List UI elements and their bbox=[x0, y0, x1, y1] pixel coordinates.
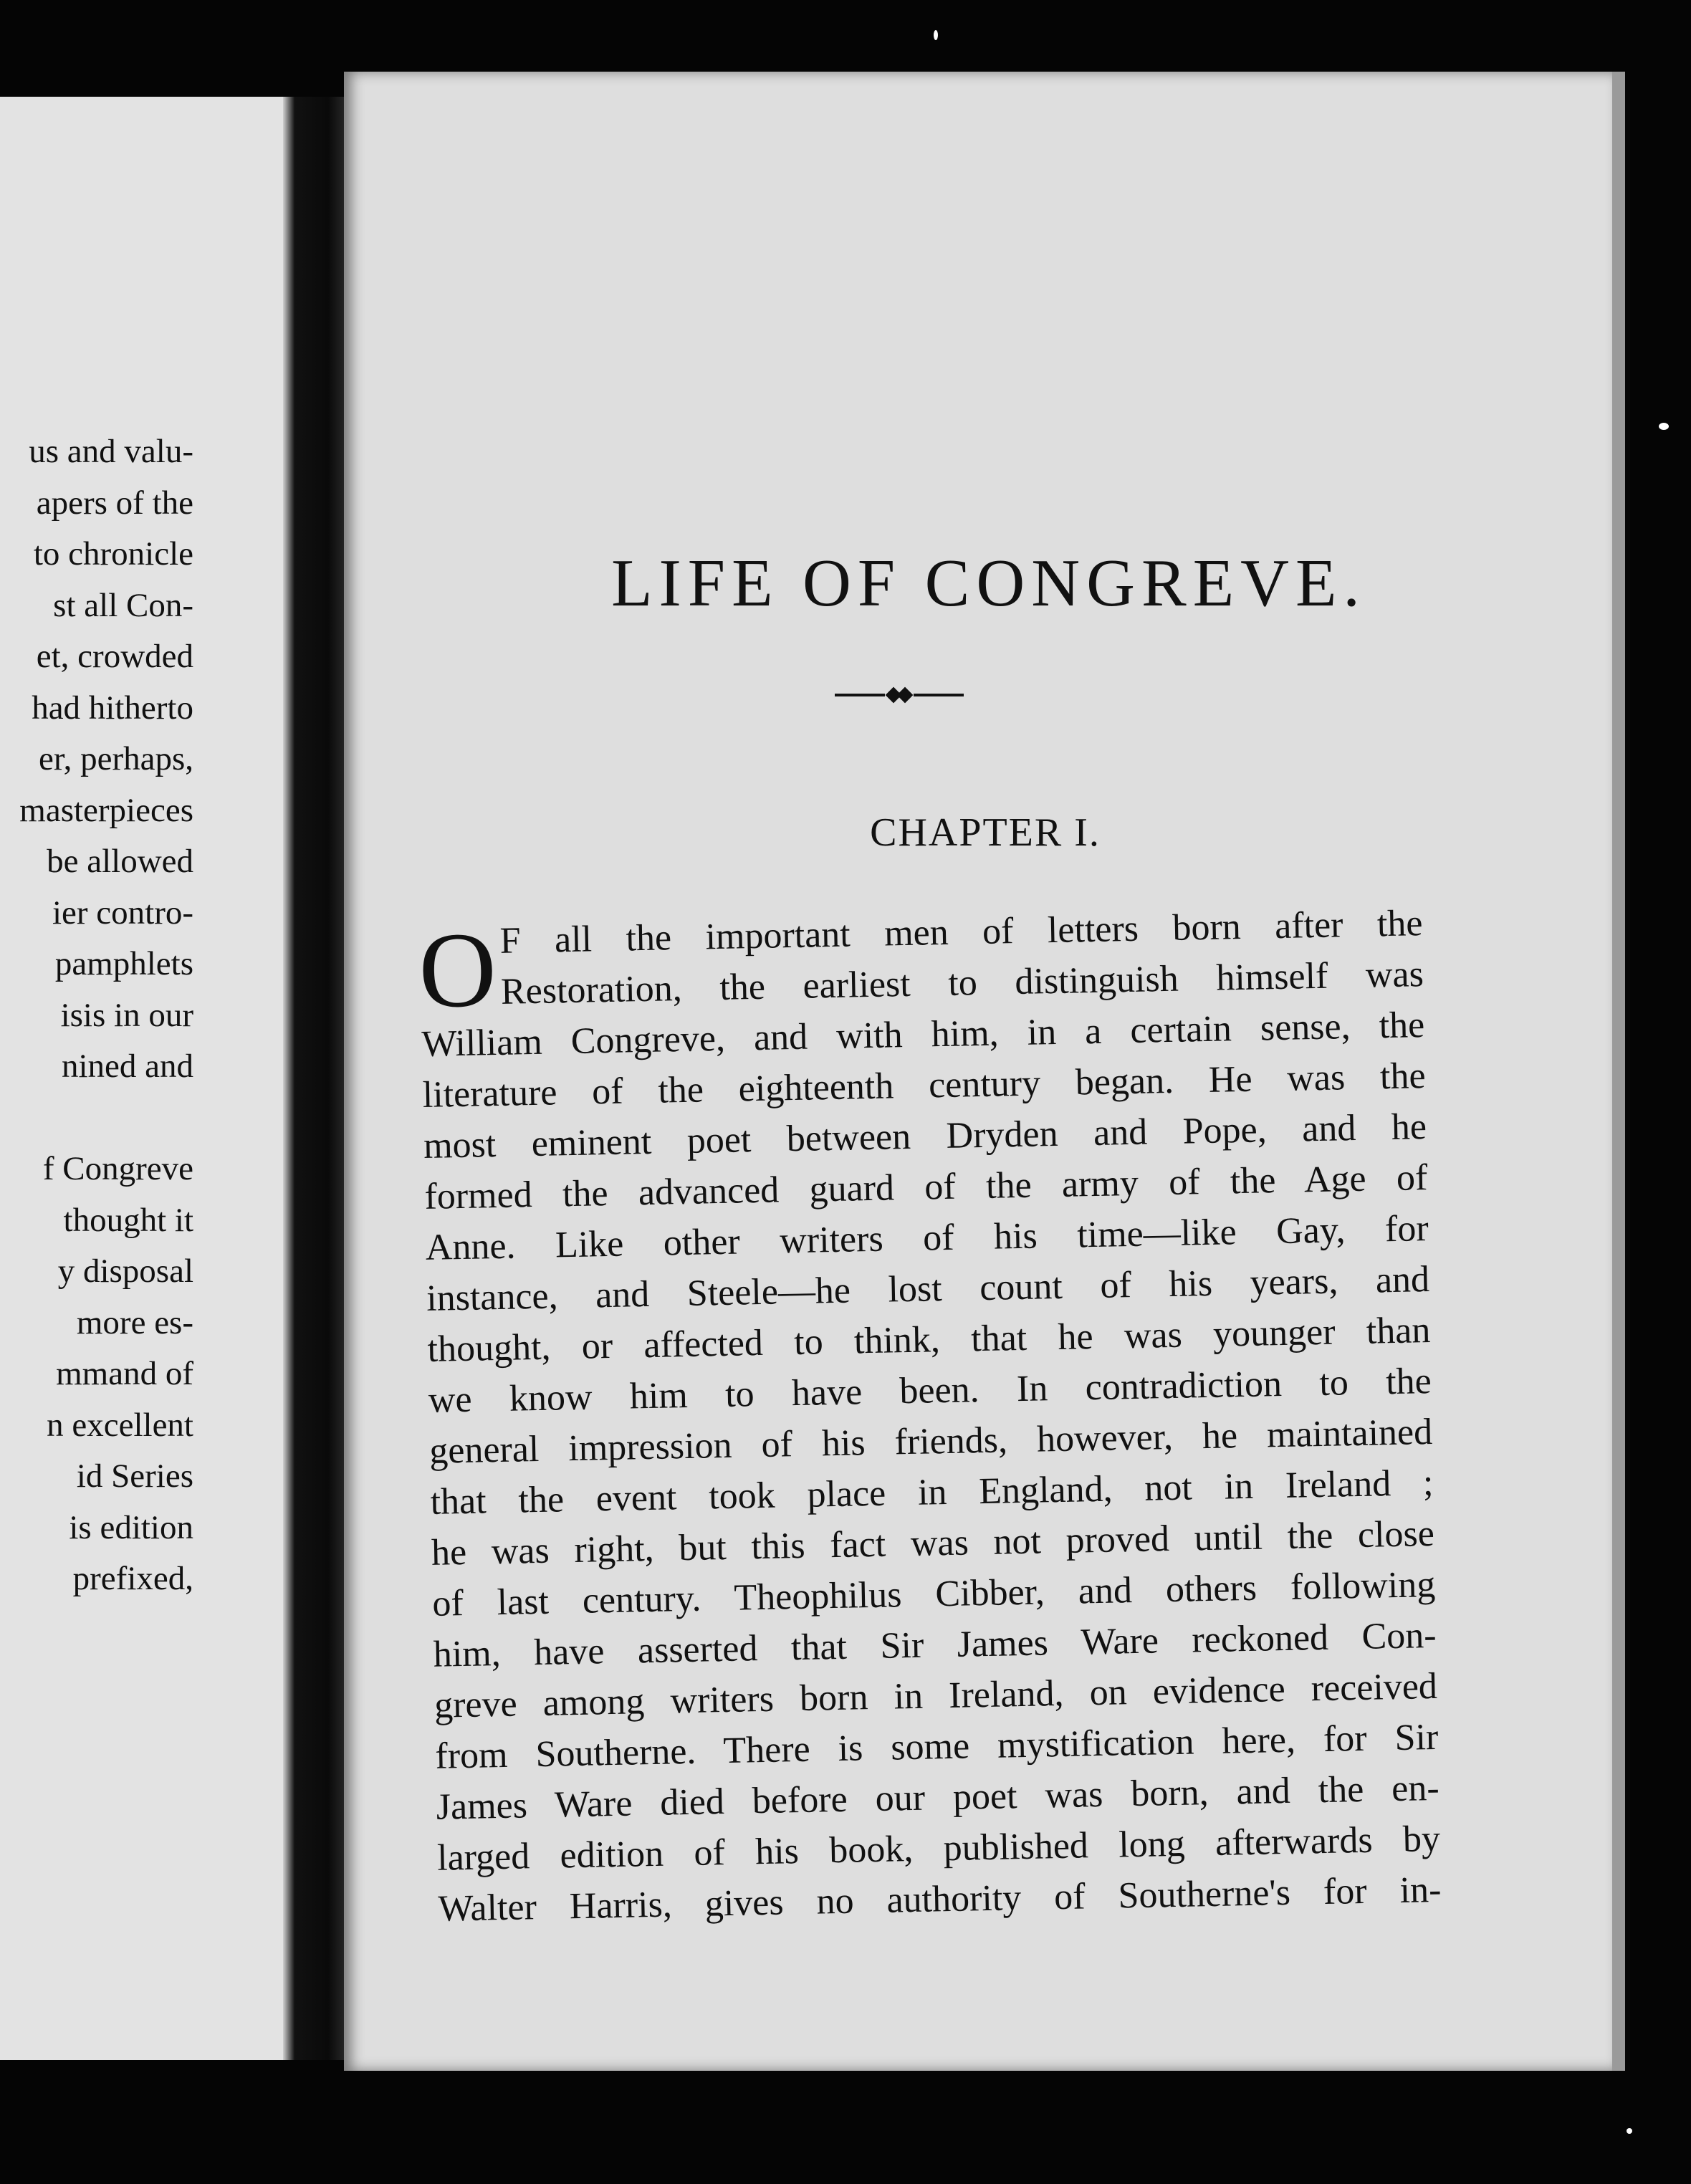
drop-cap: O bbox=[417, 909, 498, 1031]
left-line bbox=[0, 1605, 193, 1657]
left-line: nined and bbox=[61, 1048, 193, 1085]
left-line: apers of the bbox=[36, 484, 193, 522]
body-line: larged edition of his book, published long afterwards by bbox=[436, 1818, 1441, 1879]
body-line: instance, and Steele—he lost count of his years, and bbox=[426, 1259, 1430, 1319]
left-line: mmand of bbox=[56, 1355, 193, 1392]
left-line: er, perhaps, bbox=[38, 740, 193, 777]
left-line: et, crowded bbox=[36, 638, 193, 675]
left-line: ier contro- bbox=[52, 894, 193, 931]
body-line: William Congreve, and with him, in a certain sense, the bbox=[421, 1005, 1425, 1065]
body-line: formed the advanced guard of the army of the Age of bbox=[423, 1157, 1428, 1217]
left-page-text bbox=[0, 426, 193, 1656]
left-line: is edition bbox=[69, 1508, 193, 1546]
scan-speck bbox=[934, 30, 938, 40]
left-line: n excellent bbox=[47, 1406, 193, 1444]
left-line: more es- bbox=[76, 1303, 193, 1341]
chapter-heading: CHAPTER I. bbox=[870, 810, 1101, 855]
body-line: from Southerne. There is some mystification here, for Sir bbox=[434, 1716, 1439, 1777]
title-ornament bbox=[835, 688, 964, 702]
left-line: id Series bbox=[76, 1457, 193, 1495]
body-line: that the event took place in England, not in Ireland ; bbox=[430, 1462, 1434, 1523]
left-line: had hitherto bbox=[32, 689, 193, 727]
body-line: of last century. Theophilus Cibber, and others following bbox=[431, 1563, 1436, 1624]
body-line: James Ware died before our poet was born, and the en- bbox=[436, 1767, 1440, 1828]
left-page bbox=[0, 97, 294, 2060]
body-line: greve among writers born in Ireland, on evidence received bbox=[433, 1665, 1438, 1726]
ornament-rule bbox=[914, 694, 964, 696]
body-line: general impression of his friends, however, he maintained bbox=[428, 1411, 1433, 1472]
scan-speck bbox=[1627, 2128, 1632, 2134]
ornament-rule bbox=[835, 694, 885, 696]
page-title: LIFE OF CONGREVE. bbox=[611, 546, 1366, 621]
left-line: y disposal bbox=[57, 1253, 193, 1290]
left-line: us and valu- bbox=[29, 433, 193, 470]
left-line: prefixed, bbox=[72, 1560, 193, 1597]
book-gutter bbox=[283, 97, 348, 2060]
left-line: st all Con- bbox=[53, 586, 193, 624]
body-text bbox=[419, 898, 1442, 1935]
left-line: be allowed bbox=[47, 843, 193, 880]
body-line: Anne. Like other writers of his time—like Gay, for bbox=[425, 1208, 1429, 1268]
left-line: f Congreve bbox=[42, 1150, 193, 1187]
body-line: Restoration, the earliest to distinguish himself was bbox=[500, 954, 1424, 1012]
body-line: F all the important men of letters born after the bbox=[499, 903, 1423, 962]
left-line: thought it bbox=[63, 1201, 193, 1239]
body-line: thought, or affected to think, that he was younger than bbox=[427, 1310, 1431, 1370]
scan-speck bbox=[1659, 423, 1669, 430]
left-line-gap bbox=[0, 1093, 193, 1144]
body-line: Walter Harris, gives no authority of Southerne's for in- bbox=[438, 1869, 1442, 1930]
left-line: pamphlets bbox=[54, 945, 193, 982]
ornament-diamond bbox=[897, 687, 914, 704]
right-page bbox=[344, 72, 1625, 2071]
body-line: him, have asserted that Sir James Ware reckoned Con- bbox=[433, 1614, 1437, 1675]
left-line: masterpieces bbox=[19, 791, 193, 829]
body-line: most eminent poet between Dryden and Pope, and he bbox=[423, 1106, 1427, 1167]
left-line: to chronicle bbox=[33, 535, 193, 573]
body-line: literature of the eighteenth century began. He was the bbox=[422, 1055, 1427, 1116]
left-line: isis in our bbox=[60, 996, 193, 1034]
body-line: he was right, but this fact was not proved until the close bbox=[431, 1513, 1435, 1574]
body-line: we know him to have been. In contradiction to the bbox=[428, 1361, 1432, 1421]
